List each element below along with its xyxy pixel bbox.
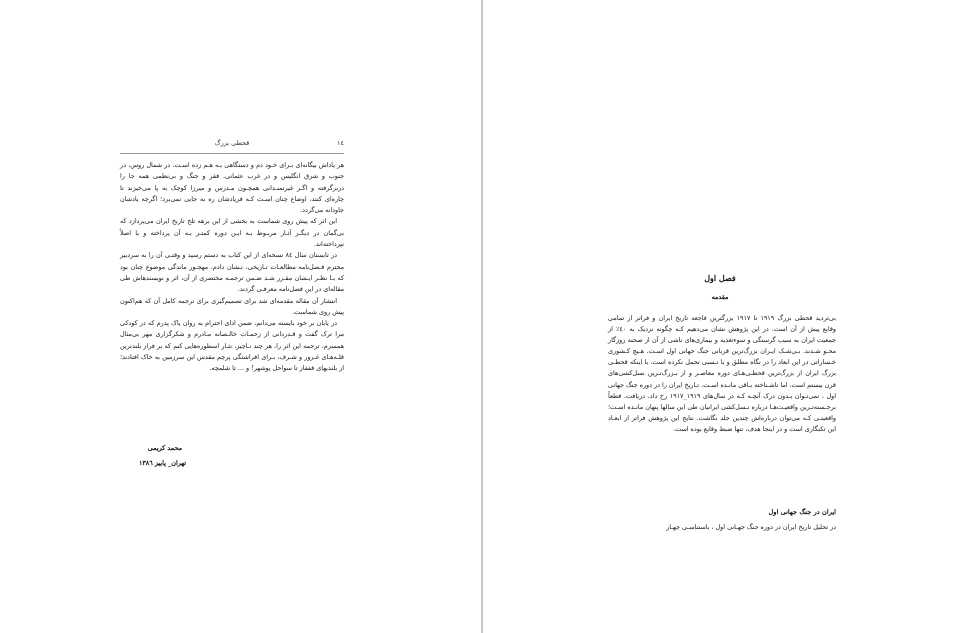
chapter-subtitle: مقدمه — [711, 293, 729, 301]
left-page — [0, 0, 481, 633]
paragraph: این اثر که پیش روی شماست به بخشی از این برهه تلخ تاریخ ایران می‌پردازد که بی‌گمان در دیگـر آثـار مربـوط بـه ایـن دوره کمتـر بـه آن پرداخته و یا اصلاً نپرداخته‌اند. — [120, 217, 344, 249]
paragraph: در تابستان سال ٨٤ نسخه‌ای از این کتاب به دستم رسید و وقتـی آن را به سردبیر محترم فـصل‌نامه مطالعـات تـاریخی، نـشان دادم، مهجـور ماندگی موضوع چنان بود که بـا نظـر ایـشان مقـرر شـد ضـمن ترجمـه مختصری از آن، اثر و نویسندهاش طی مقاله‌ای در این فصل‌نامه معرفـی گردند. — [120, 251, 344, 294]
paragraph: انتشار آن مقاله مقدمه‌ای شد برای تصمیم‌گیری برای ترجمه کامل آن که هم‌اکنون پیش روی شماست. — [120, 296, 344, 316]
running-header — [120, 139, 344, 153]
running-title: قحطی بزرگ — [214, 139, 250, 147]
paragraph: در پایان بر خود بایسته می‌دانم، ضمن ادای احترام به روان پاک پدرم که در کودکی مرا ترک گفت و قـدردانی از زحمـات خالـصانه مـادرم و شکرگزاری مهر بی‌مثال همسرم، ترجمه این اثر را، هر چند نـاچیز، نثـار اسطوره‌هایی کنم که بر فراز بلندترین قلـه‌هـای غـرور و شـرف، بـرای افراشتگی پرچم مقدس این سرزمین به خاک افتادند؛ از بلندیهای قفقاز تا سواحل پوشهر! و ... تا شلمچه. — [120, 319, 344, 373]
page-number: ١٤ — [337, 139, 344, 147]
place-date: تهران_ پاییز ١٣٨٦ — [138, 459, 186, 467]
signature-block — [120, 441, 344, 470]
section-text: در تحلیل تاریخ ایران در دوره جنگ جهـانی اول ، باستناسـی چهـار — [666, 523, 836, 531]
right-page-body — [608, 313, 836, 435]
header-rule — [120, 153, 344, 154]
translator-name: محمد کریمی — [147, 444, 182, 452]
chapter-title: فصل اول — [704, 273, 736, 283]
paragraph: بی‌تردید قحطی بزرگ ١٩١٩ تا ١٩١٧ بزرگترین فاجعه تاریخ ایران و فراتر از تمامی وقایع پیش از آن است. در این پژوهش نشان می‌دهیم کـه چگونه نزدیک به ٤٠٪ از جمعیت ایران به سبب گرسنگی و سوءتغذیه و بیماری‌های ناشی از آن از صحنه روزگار محـو شـدند. بـی‌شـک ایـران بزرگ‌ترین قربانی جنگ جهانی اول اسـت. هـیچ کـشوری خـساراتی در این ابعاد را در نگاه مطلق و یا نـسبی تحمل نکرده است. با اینکه قحطـی بزرگ ایران از بزرگ‌ترین قحطـی‌هـای دوره معاصـر و از بـزرگ‌تـرین نسل‌کشی‌های قرن بیستم است، اما ناشـناخته بـاقی مانـده اسـت. تـاریخ ایران را در دوره جنگ جهانی اول ، نمی‌تـوان بـدون درک آنچـه کـه در سال‌های ١٩١٩_١٩١٧ رخ داد، دریافت. قطعاً برجـسته‌تـرین واقعیـت‌هـا درباره نـسل‌کشی ایرانیان طی این سالها پنهان مانـده اسـت؛ واقعیتـی کـه می‌توان درباره‌اش چندین جلد نگاشت. نتایج این پژوهش فراتر از ابعـاد این تکنگاری است و در اینجا هدف، تنها ضبط وقایع بوده است. — [608, 314, 837, 433]
section-heading: ایران در جنگ جهانی اول — [768, 508, 836, 516]
left-page-body — [120, 160, 344, 375]
paragraph: هر پاداش بیگانه‌ای بـرای خـود دم و دستگاهی بـه هـم زده اسـت. در شمال روس، در جنوب و شرق انگلیس و در غرب عثمانی. فقر و جنگ و بی‌نظمی همه جا را دربرگرفته و اگـر غیرتمنـدانی همچـون مـدرس و میرزا کوچک به پا می‌خیزند تا چاره‌ای کنند، اوضاع چنان اسـت کـه فریادشان ره به جایی نمی‌برد؛ اگرچه یادشان جاودانه می‌گردد. — [120, 161, 344, 215]
